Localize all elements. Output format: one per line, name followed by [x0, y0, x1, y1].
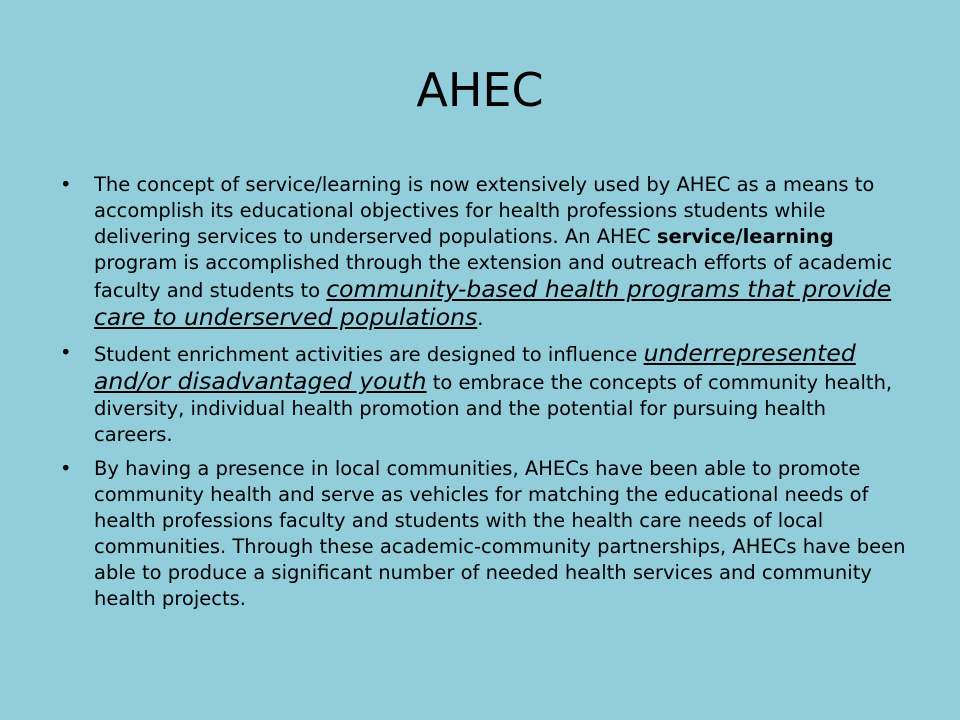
bold-term: service/learning [656, 225, 834, 248]
bullet-icon: • [60, 173, 72, 196]
bullet-icon: • [60, 341, 72, 364]
bullet-text: . [477, 307, 484, 330]
slide-title: AHEC [416, 63, 544, 117]
bullet-icon: • [60, 457, 72, 480]
bullet-text: Student enrichment activities are designed to influence [94, 343, 644, 366]
bullet-item-service-learning [60, 172, 910, 332]
bullet-text: By having a presence in local communities, AHECs have been able to promote community health and serve as vehicles for matching the educational needs of health professions faculty and students with the health care needs of local communities. Through these academic-community partnerships, AHECs have been able to produce a significant number of needed health services and community health projects. [94, 457, 906, 610]
bullet-text: The concept of service/learning is now extensively used by AHEC as a means to accomplish its educational objectives for health professions students while delivering services to underserved populations. An AHEC [94, 173, 875, 248]
bullet-item-student-enrichment [60, 340, 910, 448]
bullet-text: program is accomplished through the extension and outreach efforts of academic faculty and students to [94, 251, 893, 302]
bullet-text: to embrace the concepts of community health, diversity, individual health promotion and the potential for pursuing health careers. [94, 371, 893, 446]
emphasized-phrase: community-based health programs that provide care to underserved populations [94, 275, 892, 331]
bullet-list [60, 172, 910, 620]
emphasized-phrase: underrepresented and/or disadvantaged youth [94, 339, 856, 395]
bullet-item-local-presence [60, 456, 910, 612]
